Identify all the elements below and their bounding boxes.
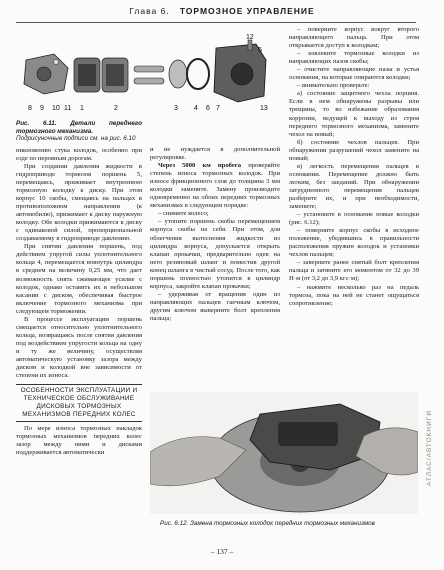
list-item: – извлеките тормозные колодки из направляющих пазов скобы;	[289, 50, 419, 66]
list-item: – заверните ранее снятый болт крепления пальца и затяните его моментом от 32 до 39 Н·м (от 3,2 до 3,9 кгс·м);	[289, 259, 419, 283]
brake-pads-part	[74, 58, 128, 92]
list-item: – удерживая от вращения один из направляющих пальцев гаечным ключом, другим ключом выверните болт крепления пальца;	[150, 290, 280, 322]
side-watermark: АТЛАС/АВТОКНИГИ	[426, 410, 433, 486]
callout-4: 4	[194, 105, 198, 112]
callout-2: 2	[114, 105, 118, 112]
figure-6-12-photo	[150, 392, 418, 514]
callout-1: 1	[80, 105, 84, 112]
bold-lead: Через 5000 км пробега	[158, 162, 242, 170]
list-item: – очистите направляющие пазы и устья основания, на которые опираются колодки;	[289, 66, 419, 82]
list-item: – поверните корпус вокруг второго направляющего пальца. При этом открывается доступ к колодкам;	[289, 26, 419, 50]
chapter-number: Глава 6.	[129, 6, 170, 16]
column-right	[289, 26, 419, 308]
figure-6-12-caption: Рис. 6.12. Замена тормозных колодок передних тормозных механизмов	[160, 520, 375, 527]
callout-12: 12	[246, 34, 254, 41]
running-header	[0, 6, 444, 16]
list-item: б) состояние чехлов пальцев. При обнаружении разрушений чехол замените на новый;	[289, 138, 419, 162]
callout-7: 7	[216, 105, 220, 112]
callout-11: 11	[64, 105, 72, 112]
callout-10: 10	[52, 105, 60, 112]
paragraph: При создании давления жидкости в гидроприводе тормозов поршень 5, перемещаясь, прижимает внутреннюю тормозную колодку к диску. При этом корпус 10 скобы, смещаясь на пальцах в противоположном направлении (к автомобилю), прижимает к диску наружную колодку. Обе колодки прижимаются к диску с одинаковой силой, пропорциональной создаваемому в гидроприводе давлению.	[16, 162, 142, 243]
paragraph: В процессе эксплуатации поршень смещается относительно уплотнительного кольца, возвращаясь после снятия давления под воздействием упругости кольца на одну и ту же величину, осуществляя автоматическую установку зазора между диском и колодкой вне зависимости от степени их износа.	[16, 315, 142, 380]
page-number: – 137 –	[210, 547, 234, 556]
hub-bracket-part	[24, 54, 68, 94]
list-item: – внимательно проверьте:	[297, 82, 370, 90]
list-item: – снимите колесо;	[158, 210, 209, 218]
list-item: в) легкость перемещения пальцев в основании. Перемещение должно быть легким, без заеданий. При обнаружении затрудненного перемещения пальцев разберите их, и при необходимости, замените;	[289, 162, 419, 211]
chapter-title: ТОРМОЗНОЕ УПРАВЛЕНИЕ	[179, 6, 315, 16]
header-rule	[16, 22, 416, 23]
column-left	[16, 120, 142, 457]
column-middle	[150, 146, 280, 323]
list-item: – поверните корпус скобы в исходное положение, убедившись в правильности расположения пружин колодок и установки чехлов пальцев;	[289, 227, 419, 259]
callout-5: 5	[258, 47, 262, 54]
callout-3: 3	[174, 105, 178, 112]
paragraph: При снятии давления поршень, под действием упругой силы уплотнительного кольца 4, перемещается вовнутрь цилиндра в среднем на величину 0,25 мм, что дает возможность снять сжимающее усилие с колодок, однако оставить их в небольшом касании с диском, обеспечивая быстрое включение тормозного механизма при следующем торможении.	[16, 243, 142, 315]
callout-9: 9	[40, 105, 44, 112]
figure-6-11-caption: Рис. 6.11. Детали переднего тормозного механизма. Подрисуночные подписи см. на рис. 6.10	[16, 120, 142, 143]
list-item: – установите в основание новые колодки (рис. 6.12);	[289, 211, 419, 227]
piston-seal-part	[169, 59, 209, 89]
section-heading-box: ОСОБЕННОСТИ ЭКСПЛУАТАЦИИ И ТЕХНИЧЕСКОЕ ОБСЛУЖИВАНИЕ ДИСКОВЫХ ТОРМОЗНЫХ МЕХАНИЗМОВ ПЕРЕДНИХ КОЛЕС	[16, 384, 142, 422]
paragraph: никновению стука колодок, особенно при езде по неровным дорогам.	[16, 146, 142, 162]
figure-6-11-brake-parts	[16, 30, 274, 114]
callout-13: 13	[260, 105, 268, 112]
list-item: – нажмите несколько раз на педаль тормоза, пока на ней не станет ощущаться сопротивление;	[289, 283, 419, 307]
callout-8: 8	[28, 105, 32, 112]
paragraph: Через 5000 км пробега проверяйте степень износа тормозных колодок. При износе фрикционного слоя до толщины 3 мм колодки замените. Замену производите одновременно на обоих передних тормозных механизмах в следующем порядке:	[150, 162, 280, 210]
list-item: а) состояние защитного чехла поршня. Если в нем обнаружены разрывы или трещины, то во избежание образования коррозии, ведущей к выходу из строя переднего тормозного механизма, замените чехол на новый;	[289, 90, 419, 138]
callout-6: 6	[206, 105, 210, 112]
paragraph: и не нуждается в дополнительной регулировке.	[150, 146, 280, 162]
guide-pins-part	[134, 66, 164, 84]
list-item: – утопите поршень скобы перемещением корпуса скобы на себя. При этом, для облегчения вытеснения жидкости из цилиндра корпуса, допускается открыть клапан прокачки, предварительно одев на него резиновый шланг и поместив другой конец шланга в чистый сосуд. После того, как поршень полностью утопится в цилиндр корпуса, закройте клапан прокачки;	[150, 218, 280, 290]
paragraph: По мере износа тормозных накладок тормозных механизмов передних колес зазор между ними и дисками поддерживается автоматически	[16, 425, 142, 457]
